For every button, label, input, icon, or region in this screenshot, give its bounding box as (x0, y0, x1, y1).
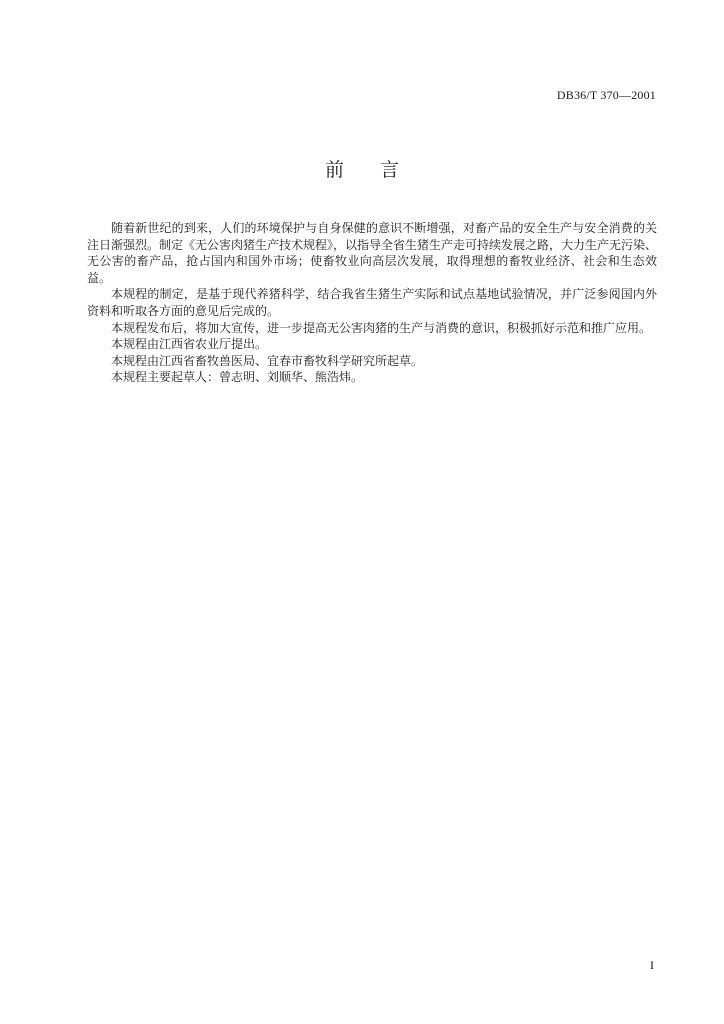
page-title: 前言 (324, 159, 435, 181)
paragraph-promotion: 本规程发布后，将加大宣传，进一步提高无公害肉猪的生产与消费的意识，积极抓好示范和推广应用。 (111, 320, 652, 335)
foreword-body (87, 220, 657, 386)
paragraph-proposer: 本规程由江西省农业厅提出。 (111, 337, 268, 352)
page-number: I (650, 958, 654, 972)
paragraph-basis: 本规程的制定，是基于现代养猪科学，结合我省生猪生产实际和试点基地试验情况，并广泛参阅国内外资料和听取各方面的意见后完成的。 (87, 287, 657, 318)
paragraph-background: 随着新世纪的到来，人们的环境保护与自身保健的意识不断增强，对畜产品的安全生产与安全消费的关注日渐强烈。制定《无公害肉猪生产技术规程》，以指导全省生猪生产走可持续发展之路，大力生产无污染、无公害的畜产品，抢占国内和国外市场；使畜牧业向高层次发展，取得理想的畜牧业经济、社会和生态效益。 (87, 221, 658, 285)
paragraph-drafting-units: 本规程由江西省畜牧兽医局、宜春市畜牧科学研究所起草。 (111, 353, 424, 368)
document-code: DB36/T 370—2001 (556, 88, 656, 102)
paragraph-drafters: 本规程主要起草人：曾志明、刘顺华、熊浩炜。 (111, 370, 364, 385)
